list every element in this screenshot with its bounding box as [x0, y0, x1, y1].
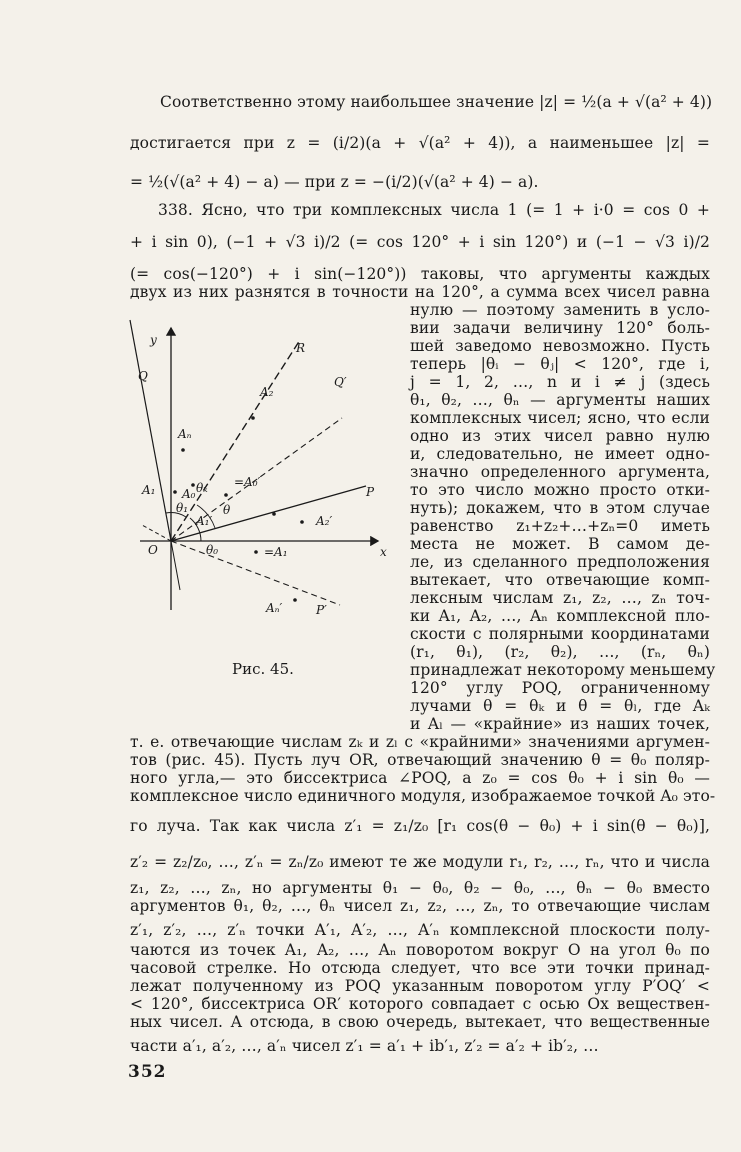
text-line: теперь |θᵢ − θⱼ| < 120°, где i, — [410, 355, 710, 373]
text-line: (r₁, θ₁), (r₂, θ₂), …, (rₙ, θₙ) — [410, 643, 710, 661]
label-x: x — [380, 545, 387, 559]
text-line: z₁, z₂, …, zₙ, но аргументы θ₁ − θ₀, θ₂ − θ₀, …, θₙ − θ₀ вместо — [130, 879, 710, 897]
text-line: (= cos(−120°) + i sin(−120°)) таковы, что аргументы каждых — [130, 265, 710, 283]
text-line: + i sin 0), (−1 + √3 i)/2 (= cos 120° + i sin 120°) и (−1 − √3 i)/2 — [130, 233, 710, 251]
text-line: комплексное число единичного модуля, изображаемое точкой A₀ это- — [130, 787, 716, 805]
text-line: θ₁, θ₂, …, θₙ — аргументы наших — [410, 391, 710, 409]
ray-OQ — [130, 320, 171, 541]
text-line: часовой стрелке. Но отсюда следует, что все эти точки принад- — [130, 959, 710, 977]
figure-caption: Рис. 45. — [232, 660, 294, 678]
text-line: то это число можно просто отки- — [410, 481, 710, 499]
text-line: вытекает, что отвечающие комп- — [410, 571, 710, 589]
text-line: скости с полярными координатами — [410, 625, 710, 643]
text-line: двух из них разнятся в точности на 120°, а сумма всех чисел равна — [130, 283, 710, 301]
text-line: = ½(√(a² + 4) − a) — при z = −(i/2)(√(a² + 4) − a). — [130, 173, 539, 191]
text-line: и Aₗ — «крайние» из наших точек, — [410, 715, 710, 733]
text-line: 120° углу POQ, ограниченному — [410, 679, 710, 697]
point-Ap2 — [300, 520, 304, 524]
text-line: лексным числам z₁, z₂, …, zₙ точ- — [410, 589, 710, 607]
text-line: и, следовательно, не имеет одно- — [410, 445, 710, 463]
label-theta0: θ₀ — [206, 543, 219, 557]
label-y: y — [150, 333, 157, 347]
text-line: нуть); докажем, что в этом случае — [410, 499, 710, 517]
text-line: ле, из сделанного предположения — [410, 553, 710, 571]
label-thetak: θₖ — [196, 481, 208, 495]
figure-45-diagram — [120, 300, 410, 640]
text-line: ного угла,— это биссектриса ∠POQ, а z₀ = cos θ₀ + i sin θ₀ — — [130, 769, 710, 787]
label-P: P — [366, 485, 375, 499]
point-A1 — [173, 490, 177, 494]
text-line: комплексных чисел; ясно, что если — [410, 409, 710, 427]
label-A2: A₂ — [260, 385, 274, 399]
text-line: тов (рис. 45). Пусть луч OR, отвечающий значению θ = θ₀ поляр- — [130, 751, 710, 769]
text-line: значно определенного аргумента, — [410, 463, 710, 481]
label-theta: θ — [223, 503, 231, 517]
label-A1: A₁ — [142, 483, 156, 497]
text-line: Соответственно этому наибольшее значение |z| = ½(a + √(a² + 4)) — [160, 93, 713, 111]
text-line: ки A₁, A₂, …, Aₙ комплексной пло- — [410, 607, 710, 625]
text-line: одно из этих чисел равно нулю — [410, 427, 710, 445]
label-Aprime0: =A₀′ — [234, 475, 261, 489]
label-R: R — [296, 341, 306, 355]
label-Aprime2: A₂′ — [316, 514, 333, 528]
point-A1low — [254, 550, 258, 554]
problem-338-start: 338. Ясно, что три комплексных числа 1 (= 1 + i·0 = cos 0 + — [158, 201, 710, 219]
text-line: равенство z₁+z₂+…+zₙ=0 иметь — [410, 517, 710, 535]
text-line: достигается при z = (i/2)(a + √(a² + 4)), а наименьшее |z| = — [130, 134, 710, 152]
point-An — [181, 448, 185, 452]
label-An: Aₙ — [178, 427, 192, 441]
text-line: лежат полученному из POQ указанным поворотом углу P′OQ′ < — [130, 977, 710, 995]
label-Pprime: P′ — [316, 603, 327, 617]
label-A1-bottom: =A₁ — [264, 545, 288, 559]
point-Ap1 — [272, 512, 276, 516]
text-line: части a′₁, a′₂, …, a′ₙ чисел z′₁ = a′₁ + ib′₁, z′₂ = a′₂ + ib′₂, … — [130, 1037, 599, 1055]
text-line: < 120°, биссектриса OR′ которого совпадает с осью Ox веществен- — [130, 995, 710, 1013]
text-line: ных чисел. А отсюда, в свою очередь, вытекает, что вещественные — [130, 1013, 710, 1031]
text-line: нулю — поэтому заменить в усло- — [410, 301, 710, 319]
text-line: шей заведомо невозможно. Пусть — [410, 337, 710, 355]
label-Q: Q — [138, 369, 148, 383]
label-theta1: θ₁ — [176, 501, 189, 515]
text-line: принадлежат некоторому меньшему — [410, 661, 716, 679]
page-number: 352 — [128, 1062, 167, 1082]
point-Apn — [293, 598, 297, 602]
text-line: z′₁, z′₂, …, z′ₙ точки A′₁, A′₂, …, A′ₙ комплексной плоскости полу- — [130, 921, 710, 939]
point-Ap0 — [224, 493, 228, 497]
label-O: O — [148, 543, 158, 557]
text-line: чаются из точек A₁, A₂, …, Aₙ поворотом вокруг O на угол θ₀ по — [130, 941, 710, 959]
text-line: аргументов θ₁, θ₂, …, θₙ чисел z₁, z₂, …, zₙ, то отвечающие числам — [130, 897, 710, 915]
text-line: лучами θ = θₖ и θ = θₗ, где Aₖ — [410, 697, 710, 715]
text-line: вии задачи величину 120° боль- — [410, 319, 710, 337]
text-line: места не может. В самом де- — [410, 535, 710, 553]
text-line: j = 1, 2, …, n и i ≠ j (здесь — [410, 373, 710, 391]
label-Aprime-n: Aₙ′ — [266, 601, 283, 615]
text-line: т. е. отвечающие числам zₖ и zₗ с «крайними» значениями аргумен- — [130, 733, 710, 751]
label-Qprime: Q′ — [334, 375, 347, 389]
text-line: го луча. Так как числа z′₁ = z₁/z₀ [r₁ cos(θ − θ₀) + i sin(θ − θ₀)], — [130, 817, 710, 835]
point-A2 — [251, 416, 255, 420]
label-Aprime1: A₁′ — [196, 514, 213, 528]
text-line: z′₂ = z₂/z₀, …, z′ₙ = zₙ/z₀ имеют те же модули r₁, r₂, …, rₙ, что и числа — [130, 853, 710, 871]
label-A0: A₀ — [182, 487, 196, 501]
